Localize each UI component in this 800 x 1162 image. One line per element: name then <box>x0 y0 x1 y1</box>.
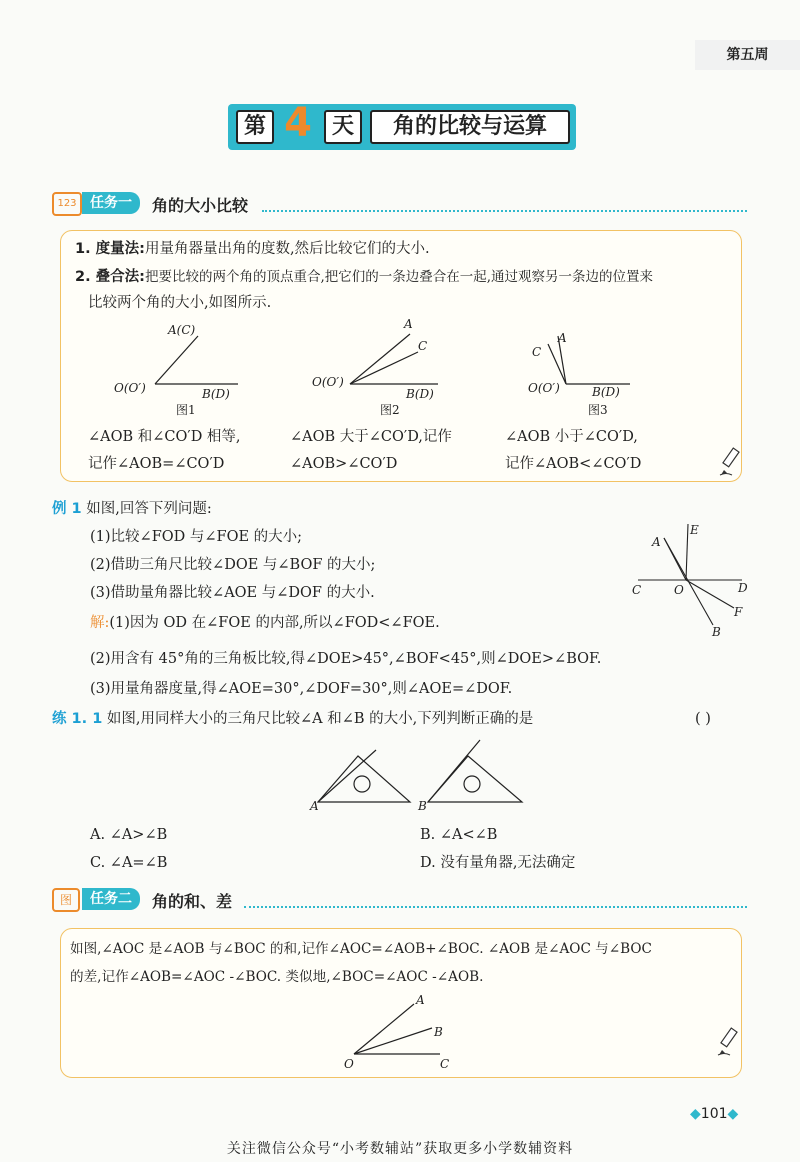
sumdiff-diagram <box>336 990 466 1074</box>
ex1-label-c: C <box>632 583 642 597</box>
sumdiff-line1: 如图,∠AOC 是∠AOB 与∠BOC 的和,记作∠AOC=∠AOB+∠BOC. ∠AOB 是∠AOC 与∠BOC <box>70 941 652 957</box>
fig2-ray-a <box>350 334 410 384</box>
option-b[interactable]: B. ∠A<∠B <box>420 827 498 843</box>
lesson-banner <box>228 100 576 150</box>
pencil-icon <box>716 1026 742 1056</box>
solution-label: 解: <box>90 615 110 631</box>
banner-di: 第 <box>236 110 274 144</box>
example1-solution-1 <box>90 610 440 636</box>
conclusion3-line2: 记作∠AOB<∠CO′D <box>505 456 642 472</box>
task2-icon: 图 <box>52 888 80 912</box>
conclusion3-line1: ∠AOB 小于∠CO′D, <box>505 429 638 445</box>
set-square-a-hole <box>354 776 370 792</box>
practice1-text: 如图,用同样大小的三角尺比较∠A 和∠B 的大小,下列判断正确的是 <box>106 711 534 727</box>
page-number-value: 101 <box>700 1106 728 1122</box>
fig2-label-a: A <box>404 317 413 331</box>
ex1-label-a: A <box>652 535 661 549</box>
sumdiff-label-o: O <box>344 1057 354 1071</box>
fig2-diagram <box>310 316 470 420</box>
fig1-label-o: O(O′) <box>114 381 146 395</box>
method1-label: 1. 度量法: <box>75 241 145 257</box>
sumdiff-label-c: C <box>440 1057 450 1071</box>
method1-text: 用量角器量出角的度数,然后比较它们的大小. <box>144 241 430 257</box>
task2-badge: 任务二 <box>82 888 140 910</box>
fig2-label-o: O(O′) <box>312 375 344 389</box>
example1-intro: 如图,回答下列问题: <box>86 501 212 517</box>
fig1-caption: 图1 <box>176 403 196 417</box>
sumdiff-ray-a <box>354 1004 414 1054</box>
conclusion1-line1: ∠AOB 和∠CO′D 相等, <box>88 429 241 445</box>
fig1-label-a: A(C) <box>168 323 196 337</box>
method2-text: 把要比较的两个角的顶点重合,把它们的一条边叠合在一起,通过观察另一条边的位置来 <box>144 269 654 285</box>
sumdiff-line2: 的差,记作∠AOB=∠AOC -∠BOC. 类似地,∠BOC=∠AOC -∠AOB. <box>70 969 484 985</box>
set-square-a <box>318 756 410 802</box>
angle-b-ray <box>428 740 480 802</box>
set-square-b <box>428 756 522 802</box>
example1-diagram <box>628 520 758 642</box>
example1-label: 例 1 <box>52 501 82 517</box>
method2 <box>75 264 653 290</box>
fig2-ray-c <box>350 352 418 384</box>
fig3-label-b: B(D) <box>592 385 620 399</box>
ex1-label-d: D <box>738 581 748 595</box>
fig2-caption: 图2 <box>380 403 400 417</box>
practice1-label-a: A <box>310 799 319 813</box>
solution-step1: (1)因为 OD 在∠FOE 的内部,所以∠FOD<∠FOE. <box>109 615 440 631</box>
task2-header <box>52 888 747 912</box>
fig3-diagram <box>508 322 668 420</box>
example1-solution-3: (3)用量角器度量,得∠AOE=30°,∠DOF=30°,则∠AOE=∠DOF. <box>90 681 513 697</box>
fig1-diagram <box>110 320 270 420</box>
fig3-label-o: O(O′) <box>528 381 560 395</box>
pencil-icon <box>718 446 744 476</box>
example1-heading <box>52 496 212 522</box>
fig1-label-b: B(D) <box>202 387 230 401</box>
example1-q1: (1)比较∠FOD 与∠FOE 的大小; <box>90 529 303 545</box>
footer-note: 关注微信公众号“小考数辅站”获取更多小学数辅资料 <box>226 1141 574 1157</box>
angle-a-ray <box>318 750 376 802</box>
task1-icon: 123 <box>52 192 82 216</box>
sumdiff-label-b: B <box>434 1025 443 1039</box>
task1-title: 角的大小比较 <box>152 196 249 215</box>
practice1-label: 练 1. 1 <box>52 711 103 727</box>
ex1-label-o: O <box>674 583 684 597</box>
fig3-label-a: A <box>558 331 567 345</box>
conclusion2-line1: ∠AOB 大于∠CO′D,记作 <box>290 429 452 445</box>
task1-dotted-rule <box>262 210 747 212</box>
method2-text-cont: 比较两个角的大小,如图所示. <box>88 295 272 311</box>
method2-label: 2. 叠合法: <box>75 269 145 285</box>
method1 <box>75 236 430 262</box>
practice1-label-b: B <box>418 799 427 813</box>
answer-parentheses[interactable]: ( ) <box>695 711 711 727</box>
ex1-ray-f <box>686 580 734 608</box>
sumdiff-ray-b <box>354 1028 432 1054</box>
banner-day-number: 4 <box>284 100 312 146</box>
task1-badge: 任务一 <box>82 192 140 214</box>
practice1-heading <box>52 706 533 732</box>
task2-dotted-rule <box>244 906 747 908</box>
conclusion2-line2: ∠AOB>∠CO′D <box>290 456 398 472</box>
fig3-ray-c <box>548 344 566 384</box>
task1-header <box>52 192 747 216</box>
ex1-label-e: E <box>690 523 699 537</box>
example1-q3: (3)借助量角器比较∠AOE 与∠DOF 的大小. <box>90 585 375 601</box>
example1-solution-2: (2)用含有 45°角的三角板比较,得∠DOE>45°,∠BOF<45°,则∠DOE>∠BOF. <box>90 651 602 667</box>
fig1-ray-a <box>155 336 198 384</box>
ex1-label-b: B <box>712 625 721 639</box>
option-d[interactable]: D. 没有量角器,无法确定 <box>420 855 576 871</box>
example1-q2: (2)借助三角尺比较∠DOE 与∠BOF 的大小; <box>90 557 376 573</box>
fig3-caption: 图3 <box>588 403 608 417</box>
banner-title: 角的比较与运算 <box>370 110 570 144</box>
option-c[interactable]: C. ∠A=∠B <box>90 855 168 871</box>
ex1-label-f: F <box>734 605 743 619</box>
ex1-ray-e <box>686 524 688 580</box>
practice1-diagram <box>300 736 540 816</box>
set-square-b-hole <box>464 776 480 792</box>
option-a[interactable]: A. ∠A>∠B <box>90 827 168 843</box>
fig2-label-b: B(D) <box>406 387 434 401</box>
page-number: ◆101◆ <box>690 1106 739 1122</box>
week-label: 第五周 <box>695 40 800 70</box>
task2-title: 角的和、差 <box>152 892 233 911</box>
conclusion1-line2: 记作∠AOB=∠CO′D <box>88 456 225 472</box>
sumdiff-label-a: A <box>416 993 425 1007</box>
fig2-label-c: C <box>418 339 428 353</box>
banner-tian: 天 <box>324 110 362 144</box>
fig3-label-c: C <box>532 345 542 359</box>
